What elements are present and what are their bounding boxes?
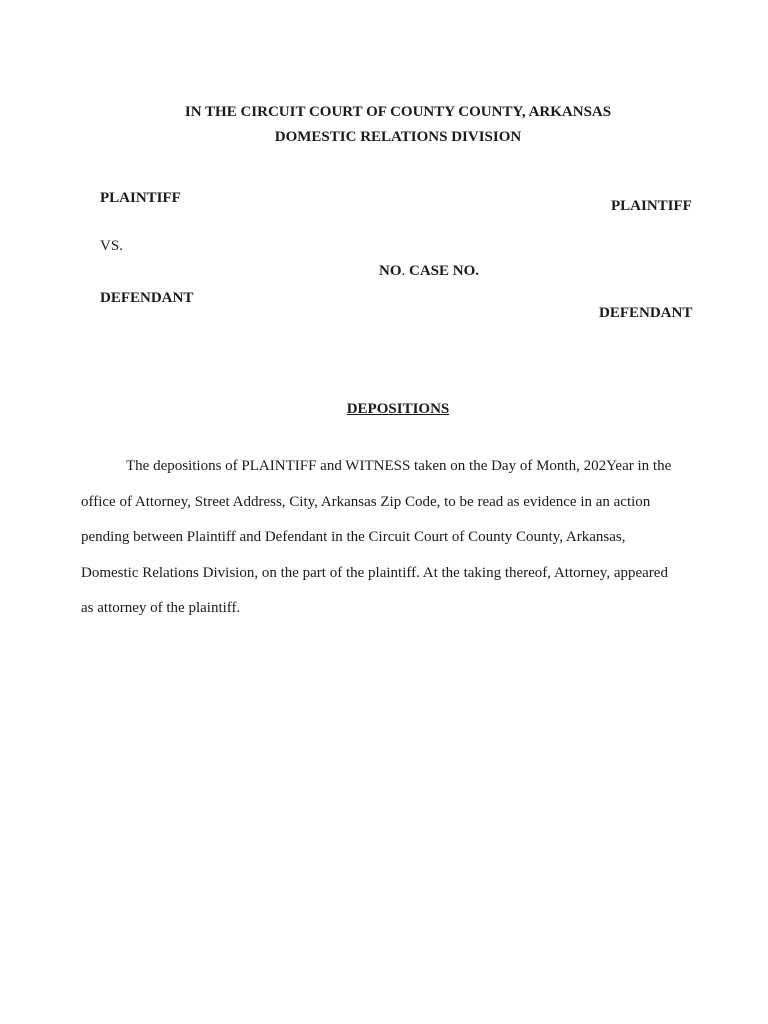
- body-line: Domestic Relations Division, on the part of the plaintiff. At the taking thereof, Attorney, appeared: [81, 564, 668, 581]
- caption-right-plaintiff: PLAINTIFF: [611, 198, 692, 214]
- body-line: office of Attorney, Street Address, City, Arkansas Zip Code, to be read as evidence in an action: [81, 493, 651, 510]
- court-heading: IN THE CIRCUIT COURT OF COUNTY COUNTY, ARKANSAS: [184, 104, 612, 120]
- case-number: [379, 262, 479, 280]
- case-number-separator: .: [401, 263, 406, 279]
- body-paragraph: [81, 449, 706, 627]
- body-line: as attorney of the plaintiff.: [81, 600, 241, 617]
- body-line: pending between Plaintiff and Defendant in the Circuit Court of County County, Arkansas,: [81, 529, 626, 546]
- case-number-prefix: NO: [379, 263, 402, 279]
- case-number-value: CASE NO.: [405, 263, 480, 279]
- document-title: DEPOSITIONS: [346, 401, 450, 417]
- body-line: The depositions of PLAINTIFF and WITNESS taken on the Day of Month, 202Year in the: [126, 458, 672, 474]
- caption-left-plaintiff: PLAINTIFF: [100, 190, 181, 206]
- caption-right-defendant: DEFENDANT: [599, 305, 693, 321]
- caption-left-defendant: DEFENDANT: [100, 290, 194, 306]
- caption-versus: VS.: [100, 238, 123, 254]
- division-heading: DOMESTIC RELATIONS DIVISION: [274, 129, 522, 145]
